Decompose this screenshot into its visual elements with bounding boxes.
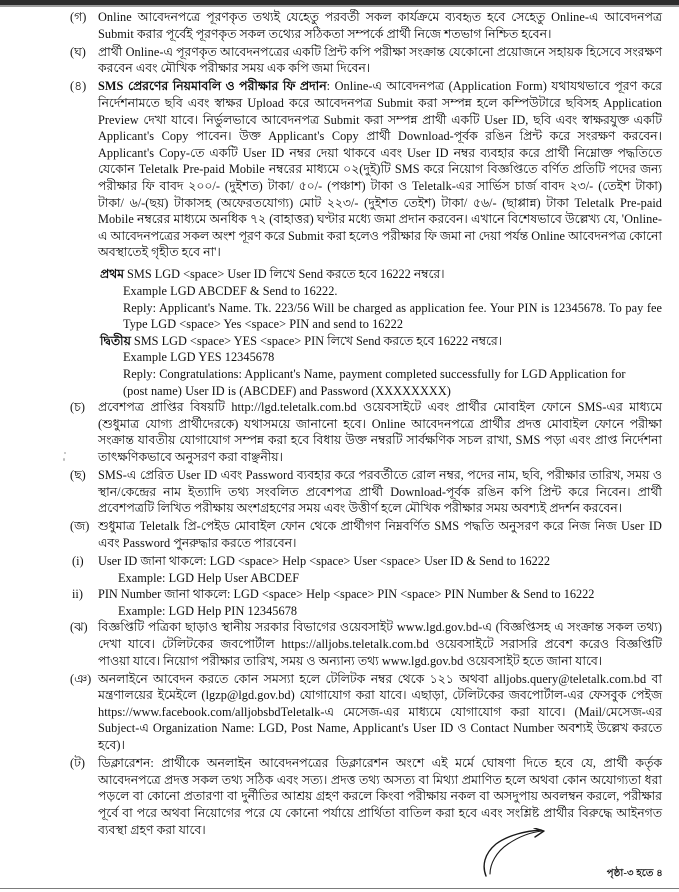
- section-text: [98, 78, 662, 261]
- clause-marker: (জ): [70, 519, 90, 534]
- recovery-item-user-id: [70, 553, 662, 570]
- page-footer-label: পৃষ্ঠা-৩ হতে ৪: [606, 868, 663, 879]
- clause-ga: [70, 9, 662, 42]
- recovery-marker: ii): [72, 587, 83, 602]
- clause-tta: [70, 755, 662, 838]
- clause-text: SMS-এ প্রেরিত User ID এবং Password ব্যবহার করে পরবর্তীতে রোল নম্বর, পদের নাম, ছবি, পরীক্ষার তারিখ, সময় ও স্থান/কেন্দ্রের নাম ইত্যাদি তথ্য সংবলিত প্রবেশপত্র প্রার্থী Download-পূর্বক রঙিন কপি প্রিন্ট করে নিবেন। প্রার্থী প্রবেশপত্রটি লিখিত পরীক্ষায় অংশগ্রহণের সময় এবং উত্তীর্ণ হলে মৌখিক পরীক্ষার সময় অবশ্যই প্রদর্শন করবেন।: [98, 468, 662, 516]
- section-paragraph: : Online-এ আবেদনপত্র (Application Form) যথাযথভাবে পূরণ করে নির্দেশনামতে ছবি এবং স্বাক্ষর Upload করে আবেদনপত্র Submit করা সম্পন্ন হলে কম্পিউটারে ছবিসহ Application Preview দেখা যাবে। নির্ভুলভাবে আবেদনপত্র Submit করা সম্পন্ন প্রার্থী একটি User ID, ছবি এবং স্বাক্ষরযুক্ত একটি Applicant's Copy পাবেন। উক্ত Applicant's Copy প্রার্থী Download-পূর্বক রঙিন প্রিন্ট করে সংরক্ষণ করবেন। Applicant's Copy-তে একটি User ID নম্বর দেয়া থাকবে এবং User ID নম্বর ব্যবহার করে প্রার্থী নিম্নোক্ত পদ্ধতিতে যেকোন Teletalk Pre-paid Mobile নম্বরের মাধ্যমে ০২(দুই)টি SMS করে নিয়োগ বিজ্ঞপ্তিতে বর্ণিত প্রতিটি পদের জন্য পরীক্ষার ফি বাবদ ২০০/- (দুইশত) টাকা/ ৫০/- (পঞ্চাশ) টাকা ও Teletalk-এর সার্ভিস চার্জ বাবদ ২৩/- (তেইশ টাকা) টাকা/ ৬/-(ছয়) টাকাসহ (অফেরতযোগ্য) মোট ২২৩/- (দুইশত তেইশ) টাকা/ ৫৬/- (ছাপ্পান্ন) টাকা Teletalk Pre-paid Mobile নম্বরের মাধ্যমে অনধিক ৭২ (বাহাত্তর) ঘণ্টার মধ্যে জমা প্রদান করবেন। এখানে বিশেষভাবে উল্লেখ্য যে, 'Online-এ আবেদনপত্রের সকল অংশ পূরণ করে Submit করা হলেও পরীক্ষার ফি জমা না দেয়া পর্যন্ত Online আবেদনপত্র কোনো অবস্থাতেই গৃহীত হবে না'।: [98, 79, 663, 260]
- sms-second-example: Example LGD YES 12345678: [123, 350, 275, 365]
- section-marker: (৪): [70, 79, 87, 94]
- clause-text: প্রার্থী Online-এ পূরণকৃত আবেদনপত্রের একটি প্রিন্ট কপি পরীক্ষা সংক্রান্ত যেকোনো প্রয়োজনে সহায়ক হিসেবে সংরক্ষণ করবেন এবং মৌখিক পরীক্ষার সময় এক কপি জমা দিবেন।: [98, 44, 662, 76]
- clause-jha: [70, 619, 662, 669]
- sms-first-reply: Reply: Applicant's Name. Tk. 223/56 Will be charged as application fee. Your PIN is 12345678. To pay fee Type LGD <space> Yes <space> PIN and send to 16222: [123, 300, 662, 332]
- sms-step-text: SMS LGD <space> User ID লিখে Send করতে হবে 16222 নম্বরে।: [123, 267, 445, 282]
- sms-step-second: [70, 333, 662, 350]
- clause-text: বিজ্ঞপ্তিটি পত্রিকা ছাড়াও স্থানীয় সরকার বিভাগের ওয়েবসাইট www.lgd.gov.bd-এ (বিজ্ঞপ্তিসহ এ সংক্রান্ত সকল তথ্য) দেখা যাবে। টেলিটকের জবপোর্টাল https://alljobs.teletalk.com.bd ওয়েবসাইটে সরাসরি প্রবেশ করেও বিজ্ঞপ্তিটি পাওয়া যাবে। নিয়োগ পরীক্ষার তারিখ, সময় ও অন্যান্য তথ্য www.lgd.gov.bd ওয়েবসাইট হতে জানা যাবে।: [98, 620, 662, 668]
- clause-ja: [70, 518, 662, 551]
- sms-second-reply-line1: Reply: Congratulations: Applicant's Name, payment completed successfully for LGD Application for: [123, 366, 626, 381]
- recovery-marker: (i): [72, 554, 84, 568]
- clause-marker: (ঞ): [70, 671, 92, 686]
- clause-cha: [70, 399, 662, 465]
- sms-step-label: দ্বিতীয়: [100, 333, 131, 348]
- clause-text: অনলাইনে আবেদন করতে কোন সমস্যা হলে টেলিটক নম্বর থেকে ১২১ অথবা alljobs.query@teletalk.com.bd বা মন্ত্রণালয়ের ইমেইলে (lgzp@lgd.gov.bd) যোগাযোগ করা যাবে। এছাড়া, টেলিটকের জবপোর্টাল-এর ফেসবুক পেইজ https://www.facebook.com/alljobsbdTeletalk-এ মেসেজ-এর মাধ্যমে যোগাযোগ করা যাবে। (Mail/মেসেজ-এর Subject-এ Organization Name: LGD, Post Name, Applicant's User ID ও Contact Number অবশ্যই উল্লেখ করতে হবে)।: [98, 671, 662, 753]
- recovery-example-pin: Example: LGD Help PIN 12345678: [118, 603, 298, 618]
- clause-marker: (ট): [70, 756, 86, 771]
- scan-speck: [63, 458, 65, 461]
- clause-text: ডিক্লারেশন: প্রার্থীকে অনলাইন আবেদনপত্রের ডিক্লারেশন অংশে এই মর্মে ঘোষণা দিতে হবে যে, প্রার্থী কর্তৃক আবেদনপত্রে প্রদত্ত সকল তথ্য সঠিক এবং সত্য। প্রদত্ত তথ্য অসত্য বা মিথ্যা প্রমাণিত হলে অথবা কোন অযোগ্যতা ধরা পড়লে বা কোনো প্রতারণা বা দুর্নীতির আশ্রয় গ্রহণ করলে কিংবা পরীক্ষায় নকল বা অসদুপায় অবলম্বন করলে, পরীক্ষার পূর্বে বা পরে অথবা নিয়োগের পরে যে কোনো পর্যায়ে প্রার্থিতা বাতিল করা হবে এবং সংশ্লিষ্ট প্রার্থীর বিরুদ্ধে আইনগত ব্যবস্থা গ্রহণ করা যাবে।: [98, 756, 662, 837]
- section-heading: SMS প্রেরণের নিয়মাবলি ও পরীক্ষার ফি প্রদান: [98, 79, 327, 94]
- clause-marker: (চ): [70, 400, 85, 415]
- clause-chha: [70, 467, 662, 517]
- clause-text: Online আবেদনপত্রে পূরণকৃত তথ্যই যেহেতু পরবর্তী সকল কার্যক্রমে ব্যবহৃত হবে সেহেতু Online-এ আবেদনপত্র Submit করার পূর্বেই পূরণকৃত সকল তথ্যের সঠিকতা সম্পর্কে প্রার্থী নিজে শতভাগ নিশ্চিত হবেন।: [98, 10, 662, 41]
- section-sms-rules: [70, 78, 662, 261]
- clause-marker: (গ): [70, 10, 87, 24]
- recovery-example-user-id: Example: LGD Help User ABCDEF: [118, 570, 300, 585]
- sms-step-text: SMS LGD <space> YES <space> PIN লিখে Send করতে হবে 16222 নম্বরে।: [130, 333, 503, 348]
- clause-marker: (ছ): [70, 468, 86, 483]
- sms-step-label: প্রথম: [100, 267, 124, 282]
- document-body: [70, 9, 662, 849]
- recovery-text: User ID জানা থাকলে: LGD <space> Help <space> User <space> User ID & Send to 16222: [98, 554, 551, 568]
- clause-marker: (ঘ): [70, 44, 86, 59]
- scan-speck: [64, 452, 66, 454]
- clause-text: প্রবেশপত্র প্রাপ্তির বিষয়টি http://lgd.teletalk.com.bd ওয়েবসাইটে এবং প্রার্থীর মোবাইল ফোনে SMS-এর মাধ্যমে (শুধুমাত্র যোগ্য প্রার্থীদেরকে) যথাসময়ে জানানো হবে। Online আবেদনপত্রে প্রার্থীর প্রদত্ত মোবাইল ফোনে পরীক্ষা সংক্রান্ত যাবতীয় যোগাযোগ সম্পন্ন করা হবে বিধায় উক্ত নম্বরটি সার্বক্ষণিক সচল রাখা, SMS পড়া এবং প্রাপ্ত নির্দেশনা তাৎক্ষণিকভাবে অনুসরণ করা বাঞ্ছনীয়।: [98, 400, 662, 464]
- sms-second-reply-line2: (post name) User ID is (ABCDEF) and Password (XXXXXXXX): [123, 383, 451, 398]
- scan-edge-top-fade: [0, 5, 679, 7]
- clause-nya: [70, 671, 662, 754]
- recovery-item-pin: [70, 586, 662, 603]
- clause-marker: (ঝ): [70, 620, 88, 635]
- page-bottom-rule: [0, 888, 679, 889]
- recovery-text: PIN Number জানা থাকলে: LGD <space> Help <space> PIN <space> PIN Number & Send to 16222: [98, 587, 595, 602]
- sms-step-first: [70, 266, 662, 283]
- clause-gha: [70, 44, 662, 77]
- clause-text: শুধুমাত্র Teletalk প্রি-পেইড মোবাইল ফোন থেকে প্রার্থীগণ নিম্নবর্ণিত SMS পদ্ধতি অনুসরণ করে নিজ নিজ User ID এবং Password পুনরুদ্ধার করতে পারবেন।: [98, 519, 662, 550]
- sms-first-example: Example LGD ABCDEF & Send to 16222.: [123, 284, 338, 298]
